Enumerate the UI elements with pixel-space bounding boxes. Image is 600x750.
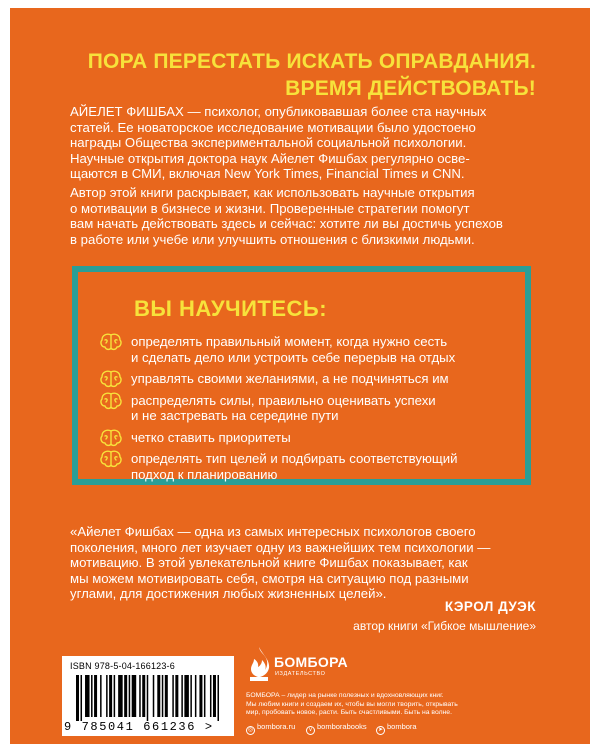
- author-bio-line: Научные открытия доктора наук Айелет Фишбах регулярно осве-: [70, 150, 470, 166]
- author-bio-line: АЙЕЛЕТ ФИШБАХ — психолог, опубликовавшая более ста научных: [70, 104, 487, 119]
- telegram-icon: ➤: [377, 727, 384, 733]
- quote-line: мотивацию. В этой увлекательной книге Фишбах показывает, как: [70, 555, 468, 570]
- quote-author: КЭРОЛ ДУЭК: [444, 599, 536, 614]
- publisher-description-line: Мы любим книги и создаем их, чтобы вы могли творить, открывать: [246, 700, 458, 708]
- quote-line: мы можем мотивировать себя, смотря на ситуацию под разными: [70, 570, 469, 586]
- brain-icon: [100, 392, 122, 410]
- brain-icon: [100, 429, 122, 447]
- learn-item: [100, 430, 520, 446]
- publisher-subtitle: ИЗДАТЕЛЬСТВО: [275, 671, 326, 677]
- author-bio: [70, 104, 540, 182]
- quote-line: «Айелет Фишбах — одна из самых интересных психологов своего: [70, 524, 476, 539]
- social-link-vk[interactable]: [306, 722, 367, 735]
- book-description-line: о мотивации в бизнесе и жизни. Проверенные стратегии помогут: [70, 200, 470, 216]
- flame-logo-icon: [246, 646, 272, 682]
- social-link-site[interactable]: [246, 722, 295, 735]
- author-bio-line: щаются в СМИ, включая New York Times, Financial Times и CNN.: [70, 166, 465, 181]
- author-bio-line: статей. Ее новаторское исследование мотивации было удостоено: [70, 119, 476, 135]
- book-description-line: вам начать действовать здесь и сейчас: хотите ли вы достичь успехов: [70, 216, 503, 231]
- headline-line-2: ВРЕМЯ ДЕЙСТВОВАТЬ!: [285, 77, 536, 100]
- headline: [88, 48, 536, 102]
- learn-list: [100, 334, 520, 488]
- quote-line: поколения, много лет изучает одну из важнейших тем психологии —: [70, 539, 491, 555]
- learn-item-line: подход к планированию: [131, 466, 278, 482]
- learn-frame: [72, 266, 531, 485]
- learn-item: [100, 393, 520, 424]
- publisher-name: БОМБОРА: [274, 654, 348, 670]
- quote-line: углами, для достижения любых жизненных целей».: [70, 586, 387, 601]
- social-label: bomborabooks: [317, 722, 367, 731]
- learn-item: [100, 451, 520, 482]
- learn-item-line: определять правильный момент, когда нужно сесть: [131, 334, 448, 349]
- brain-icon: [100, 370, 122, 388]
- learn-item-line: определять тип целей и подбирать соответствующий: [131, 451, 458, 466]
- author-bio-line: награды Общества экспериментальной социальной психологии.: [70, 135, 467, 150]
- publisher-description: [246, 692, 546, 718]
- book-description-line: в работе или учебе или улучшить отношения с близкими людьми.: [70, 231, 475, 247]
- learn-item-line: и сделать дело или устроить себе перерыв на отдых: [131, 349, 456, 365]
- social-label: bombora: [387, 722, 417, 731]
- vk-icon: v: [306, 726, 315, 735]
- learn-item-line: распределять силы, правильно оценивать успехи: [131, 392, 436, 408]
- book-description: [70, 185, 540, 247]
- quote-source: автор книги «Гибкое мышление»: [353, 619, 536, 633]
- book-description-line: Автор этой книги раскрывает, как использовать научные открытия: [70, 185, 475, 200]
- learn-item: [100, 371, 520, 387]
- barcode-digits: 9 785041 661236 >: [64, 720, 214, 734]
- learn-item-line: и не застревать на середине пути: [131, 408, 339, 423]
- brain-icon: [100, 333, 122, 351]
- barcode-icon: [76, 675, 222, 721]
- learn-title: ВЫ НАУЧИТЕСЬ:: [134, 296, 328, 321]
- brain-icon: [100, 450, 122, 468]
- headline-line-1: ПОРА ПЕРЕСТАТЬ ИСКАТЬ ОПРАВДАНИЯ.: [87, 50, 536, 73]
- review-quote: [70, 524, 546, 602]
- book-back-cover: [10, 8, 590, 744]
- social-link-telegram[interactable]: [376, 722, 417, 735]
- publisher-logo: [246, 646, 348, 682]
- learn-item-line: управлять своими желаниями, а не подчиняться им: [131, 371, 449, 386]
- instagram-icon: ◎: [247, 727, 254, 733]
- publisher-description-line: БОМБОРА – лидер на рынке полезных и вдохновляющих книг.: [246, 692, 444, 699]
- isbn-number: ISBN 978-5-04-166123-6: [70, 661, 175, 671]
- social-label: bombora.ru: [257, 722, 296, 731]
- learn-item: [100, 334, 520, 365]
- learn-item-line: четко ставить приоритеты: [131, 429, 291, 445]
- publisher-description-line: мир, пробовать новое, расти. Быть счастливыми. Быть на волне.: [246, 709, 452, 717]
- barcode-panel: [62, 656, 234, 736]
